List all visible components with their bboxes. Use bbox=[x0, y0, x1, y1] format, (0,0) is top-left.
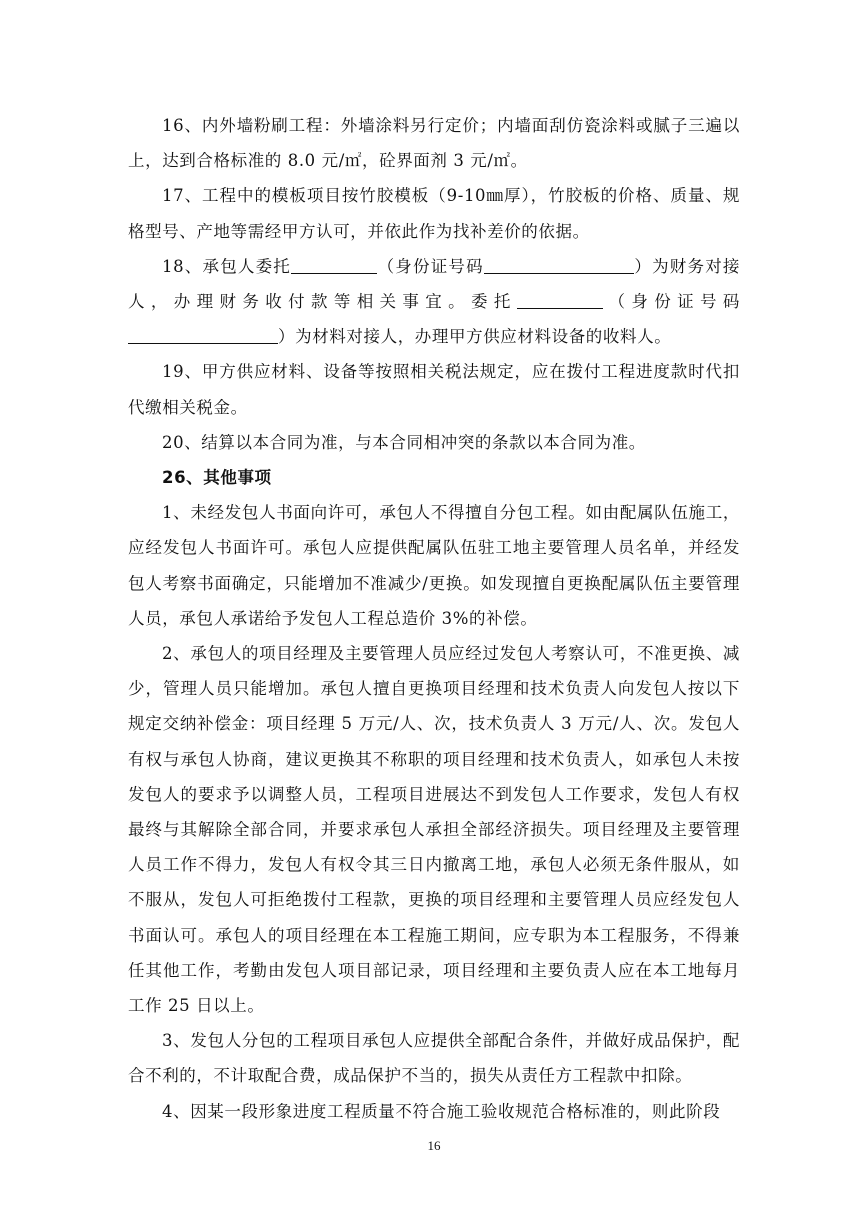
page-number: 16 bbox=[427, 1138, 441, 1153]
material-contact-id-blank bbox=[128, 325, 278, 344]
document-body bbox=[128, 108, 740, 1129]
clause-16-paragraph: 16、内外墙粉刷工程：外墙涂料另行定价；内墙面刮仿瓷涂料或腻子三遍以上，达到合格标准的 8.0 元/㎡，砼界面剂 3 元/㎡。 bbox=[128, 116, 740, 171]
clause-18-text-part-2: （身份证号码 bbox=[377, 256, 484, 276]
section-26-item-2: 2、承包人的项目经理及主要管理人员应经过发包人考察认可，不准更换、减少，管理人员只能增加。承包人擅自更换项目经理和技术负责人向发包人按以下规定交纳补偿金：项目经理 5 万元/人、次，技术负责人 3 万元/人、次。发包人有权与承包人协商，建议更换其不称职的项目经理和技术负责人，如承包人未按发包人的要求予以调整人员，工程项目进展达不到发包人工作要求，发包人有权最终与其解除全部合同，并要求承包人承担全部经济损失。项目经理及主要管理人员工作不得力，发包人有权令其三日内撤离工地，承包人必须无条件服从，如不服从，发包人可拒绝拨付工程款，更换的项目经理和主要管理人员应经发包人书面认可。承包人的项目经理在本工程施工期间，应专职为本工程服务，不得兼任其他工作，考勤由发包人项目部记录，项目经理和主要负责人应在本工地每月工作 25 日以上。 bbox=[128, 644, 740, 1016]
material-contact-name-blank bbox=[517, 290, 603, 309]
finance-contact-id-blank bbox=[484, 255, 634, 274]
section-26-heading: 26、其他事项 bbox=[162, 468, 272, 488]
clause-17-paragraph: 17、工程中的模板项目按竹胶模板（9-10㎜厚），竹胶板的价格、质量、规格型号、产地等需经甲方认可，并依此作为找补差价的依据。 bbox=[128, 186, 740, 241]
clause-18-text-part-1: 18、承包人委托 bbox=[162, 256, 291, 276]
clause-18-paragraph bbox=[128, 249, 740, 355]
clause-20-paragraph: 20、结算以本合同为准，与本合同相冲突的条款以本合同为准。 bbox=[162, 432, 646, 452]
section-26-item-4: 4、因某一段形象进度工程质量不符合施工验收规范合格标准的，则此阶段 bbox=[162, 1101, 721, 1121]
clause-18-text-part-3: ）为财务对接人，办理财务收付款等相关事宜。委托 bbox=[128, 256, 740, 312]
section-26-item-1: 1、未经发包人书面向许可，承包人不得擅自分包工程。如由配属队伍施工，应经发包人书面许可。承包人应提供配属队伍驻工地主要管理人员名单，并经发包人考察书面确定，只能增加不准减少/更换。如发现擅自更换配属队伍主要管理人员，承包人承诺给予发包人工程总造价 3%的补偿。 bbox=[128, 503, 740, 628]
finance-contact-name-blank bbox=[291, 255, 377, 274]
clause-18-text-part-5: ）为材料对接人，办理甲方供应材料设备的收料人。 bbox=[278, 327, 672, 347]
section-26-item-3: 3、发包人分包的工程项目承包人应提供全部配合条件，并做好成品保护，配合不利的，不计取配合费，成品保护不当的，损失从责任方工程款中扣除。 bbox=[128, 1031, 740, 1086]
clause-19-paragraph: 19、甲方供应材料、设备等按照相关税法规定，应在拨付工程进度款时代扣代缴相关税金。 bbox=[128, 362, 740, 417]
clause-18-text-part-4: （身份证号码 bbox=[602, 292, 740, 312]
